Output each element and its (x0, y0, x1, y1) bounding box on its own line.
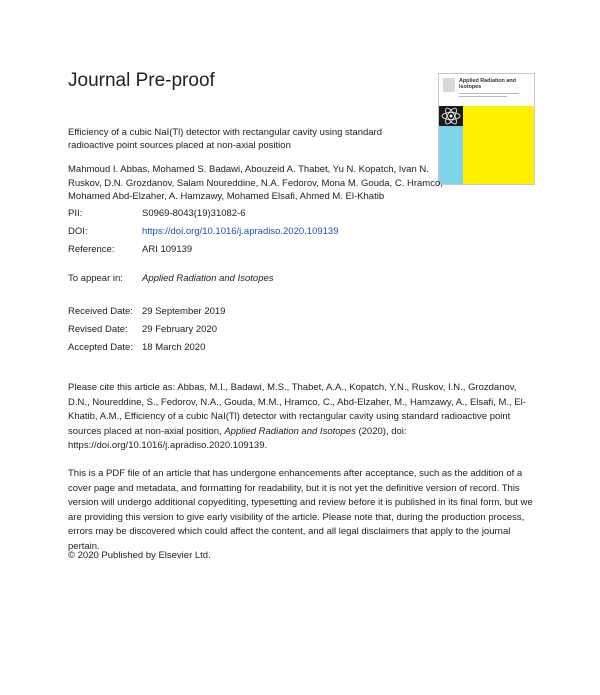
preproof-notice (68, 467, 533, 554)
citation-paragraph (68, 381, 533, 454)
journal-preproof-heading: Journal Pre-proof (68, 70, 215, 91)
accepted-value: 18 March 2020 (142, 342, 206, 353)
citation-doi: https://doi.org/10.1016/j.apradiso.2020.109139 (68, 440, 265, 451)
citation-text: Please cite this article as: Abbas, M.I., Badawi, M.S., Thabet, A.A., Kopatch, Y.N., Ruskov, I.N., Grozdanov, D.N., Noureddine, S., Fedorov, N.A., Gouda, M.M., Hramco, C., Abd-Elzaher, M., Hamzawy, A., Elsafi, M., El-Khatib, A.M., Efficiency of a cubic NaI(Tl) detector with rectangular cavity using standard radioactive point sources placed at non-axial position, (68, 382, 526, 437)
cover-journal-name: Applied Radiation and Isotopes (459, 78, 516, 90)
elsevier-logo-icon (443, 78, 455, 92)
atom-icon (439, 106, 463, 126)
pii-value: S0969-8043(19)31082-6 (142, 208, 246, 219)
cover-text-line (459, 93, 519, 94)
notice-text: This is a PDF file of an article that has undergone enhancements after acceptance, such as the addition of a cover page and metadata, and formatting for readability, but it is not yet the definitive version of record. This version will undergo additional copyediting, typesetting and review before it is published in its final form, but we are providing this version to give early visibility of the article. Please note that, during the production process, errors may be discovered which could affect the content, and all legal disclaimers that apply to the journal pertain. (68, 468, 533, 552)
appear-in-journal: Applied Radiation and Isotopes (142, 273, 274, 284)
cover-yellow-panel (463, 106, 534, 184)
copyright-line (68, 549, 533, 564)
reference-value: ARI 109139 (142, 244, 193, 255)
appear-in-label: To appear in: (68, 273, 123, 284)
accepted-label: Accepted Date: (68, 342, 133, 353)
received-label: Received Date: (68, 306, 133, 317)
reference-label: Reference: (68, 244, 115, 255)
cover-header (439, 74, 534, 106)
received-value: 29 September 2019 (142, 306, 226, 317)
doi-label: DOI: (68, 226, 88, 237)
pii-label: PII: (68, 208, 83, 219)
citation-end: . (264, 440, 268, 451)
revised-value: 29 February 2020 (142, 324, 217, 335)
cover-atom-image (439, 106, 463, 126)
citation-journal: Applied Radiation and Isotopes (224, 425, 356, 437)
copyright-text: © 2020 Published by Elsevier Ltd. (68, 550, 211, 561)
citation-year: (2020), doi: (355, 425, 407, 437)
article-authors: Mahmoud I. Abbas, Mohamed S. Badawi, Abouzeid A. Thabet, Yu N. Kopatch, Ivan N. Ruskov, D.N. Grozdanov, Salam Noureddine, N.A. Fedorov, Mona M. Gouda, C. Hramco, Mohamed Abd-Elzaher, A. Hamzawy, Mohamed Elsafi, Ahmed M. El-Khatib (68, 164, 443, 202)
revised-label: Revised Date: (68, 324, 128, 335)
doi-link[interactable]: https://doi.org/10.1016/j.apradiso.2020.109139 (142, 226, 339, 237)
article-title: Efficiency of a cubic NaI(Tl) detector with rectangular cavity using standard radioactive point sources placed at non-axial position (68, 127, 382, 151)
cover-text-line (459, 96, 507, 97)
